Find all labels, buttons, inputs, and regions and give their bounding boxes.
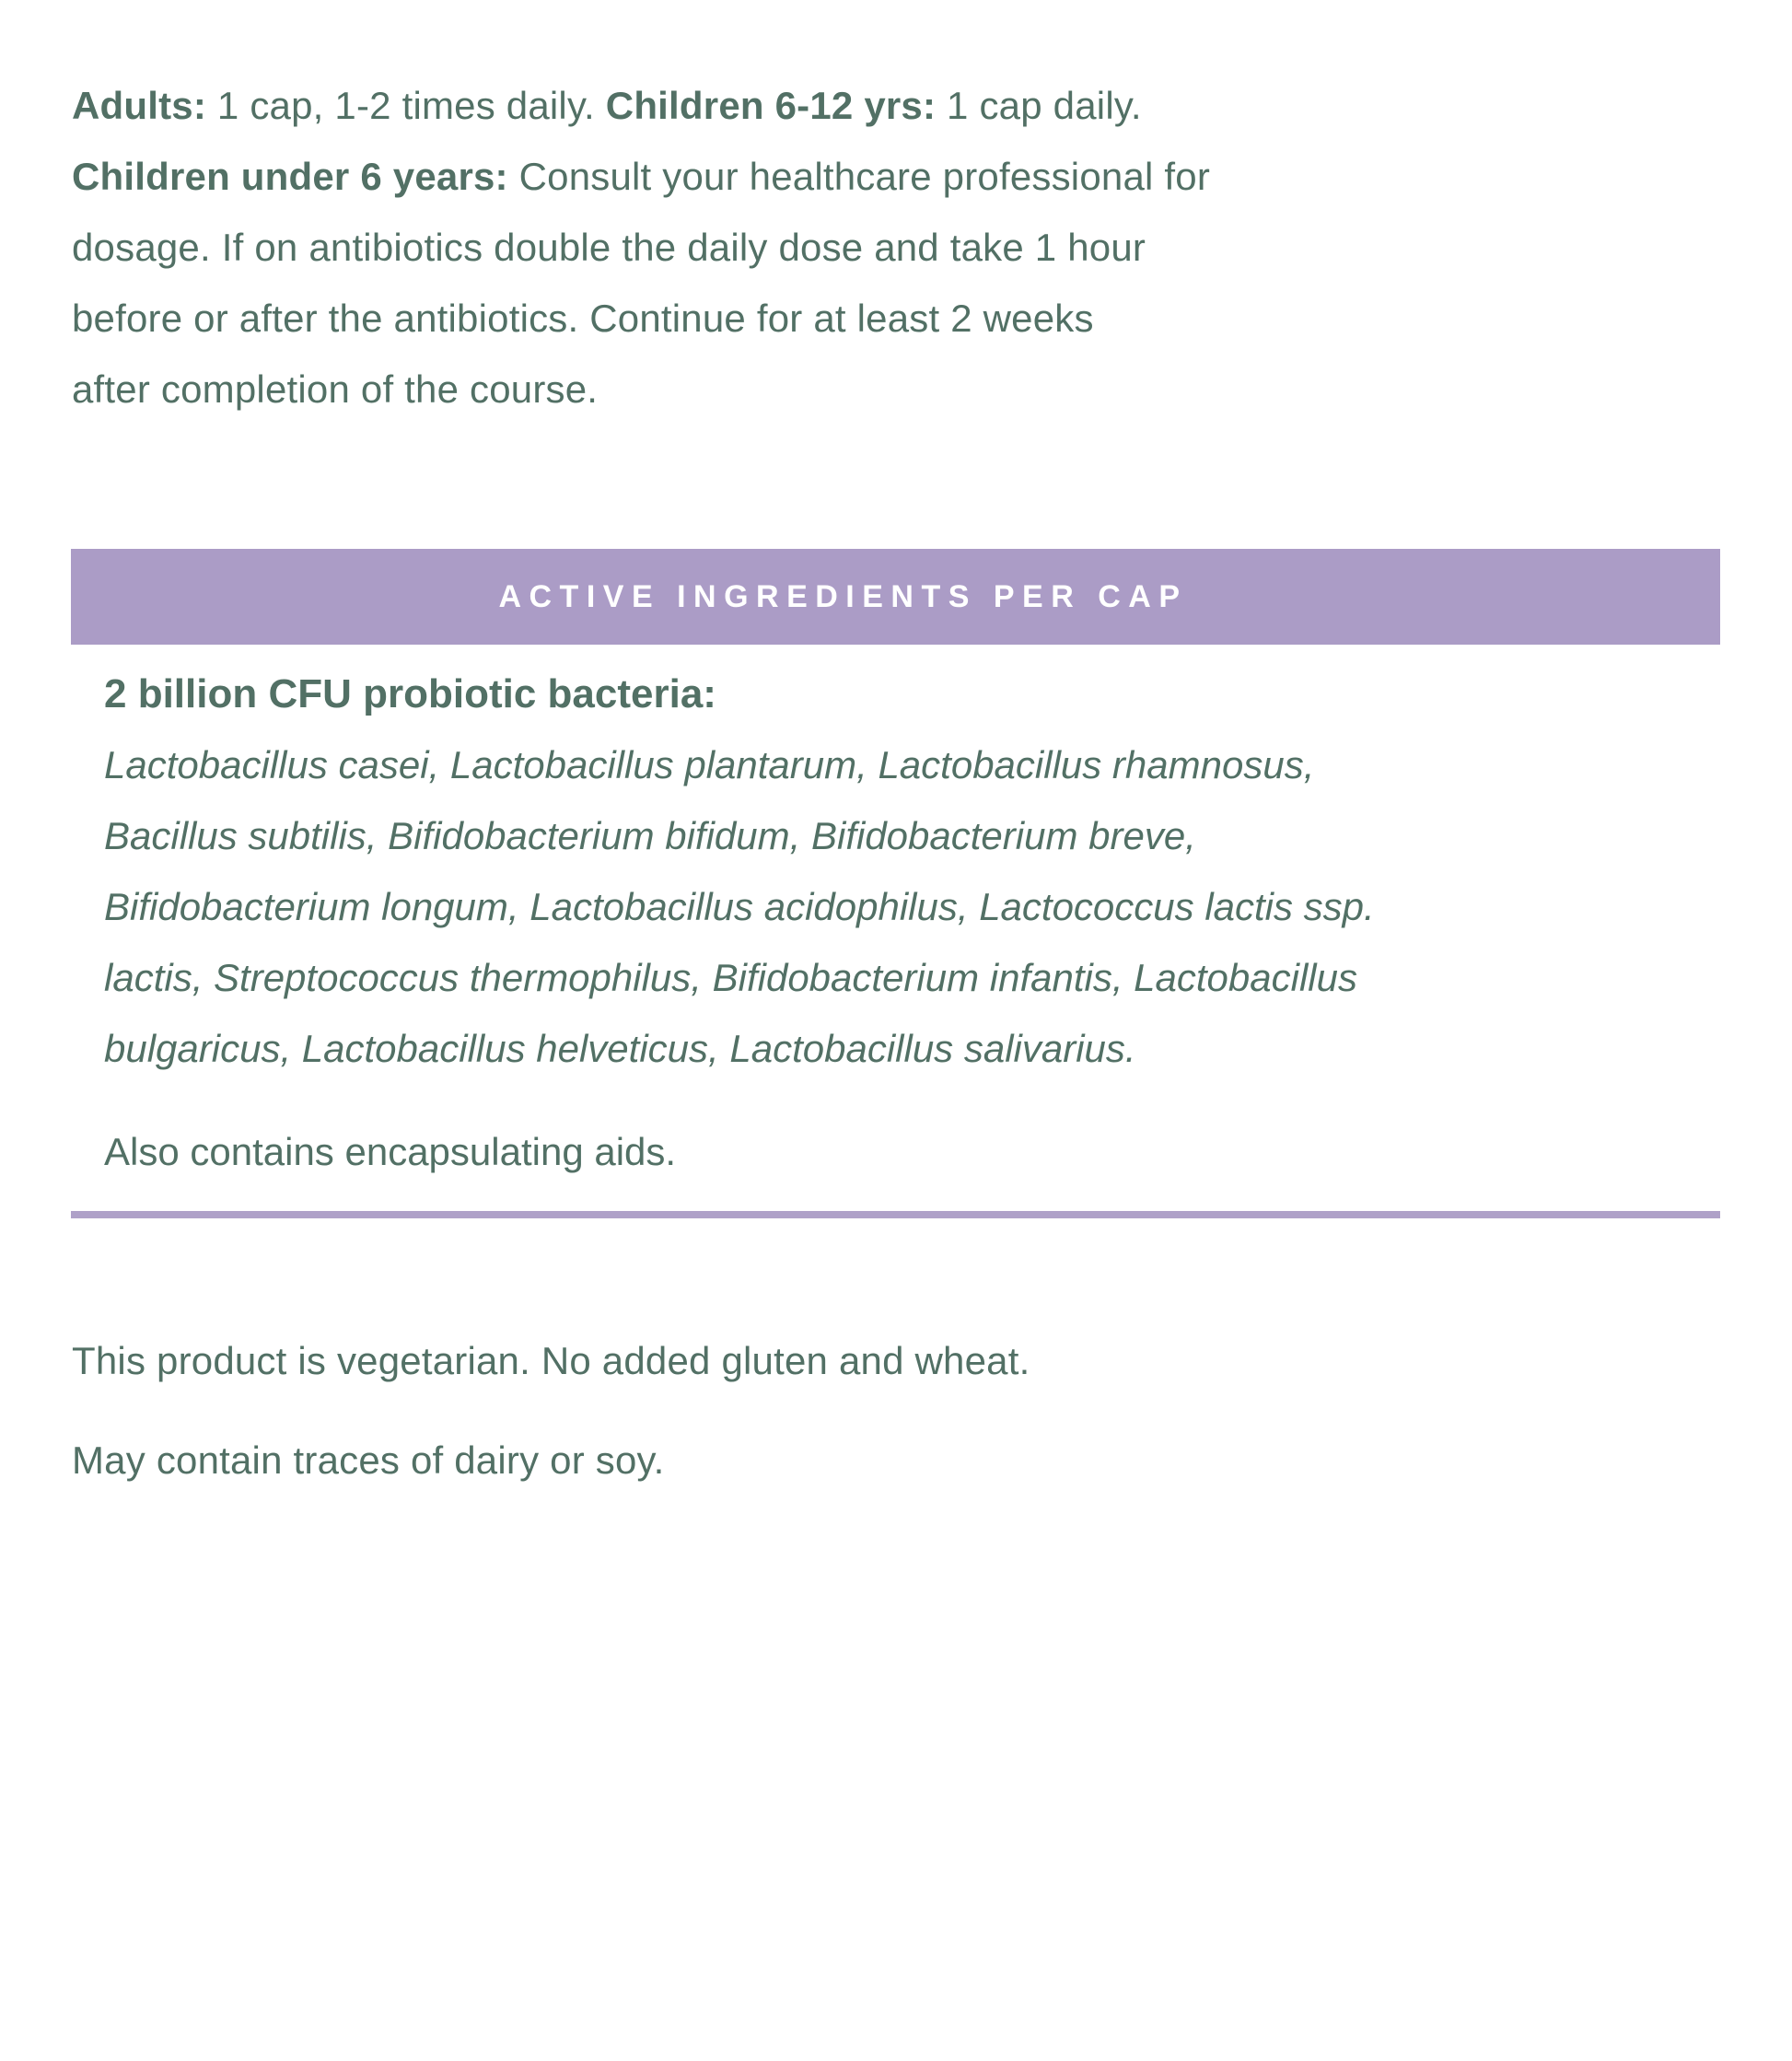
probiotic-count-heading: 2 billion CFU probiotic bacteria: bbox=[104, 671, 716, 716]
text-segment: Consult your healthcare professional for bbox=[507, 155, 1211, 198]
bold-text-segment: Children 6-12 yrs: bbox=[605, 84, 937, 127]
active-ingredients-banner-title: ACTIVE INGREDIENTS PER CAP bbox=[498, 578, 1188, 614]
bold-text-segment: Children under 6 years: bbox=[72, 155, 508, 198]
dosage-line bbox=[72, 212, 1737, 283]
encapsulating-aids-note: Also contains encapsulating aids. bbox=[104, 1130, 677, 1173]
text-segment: before or after the antibiotics. Continue for at least 2 weeks bbox=[72, 297, 1094, 340]
dosage-line bbox=[72, 354, 1737, 425]
bold-text-segment: Adults: bbox=[72, 84, 207, 127]
probiotic-species-list bbox=[104, 729, 1718, 1084]
dosage-line bbox=[72, 283, 1737, 354]
section-divider-rule bbox=[71, 1211, 1720, 1218]
text-segment: dosage. If on antibiotics double the daily dose and take 1 hour bbox=[72, 226, 1146, 269]
species-line: Bifidobacterium longum, Lactobacillus acidophilus, Lactococcus lactis ssp. bbox=[104, 885, 1375, 928]
dosage-instructions bbox=[72, 0, 1737, 425]
text-segment: 1 cap daily. bbox=[936, 84, 1142, 127]
dosage-line bbox=[72, 70, 1737, 141]
dosage-line bbox=[72, 141, 1737, 212]
text-segment: 1 cap, 1-2 times daily. bbox=[206, 84, 606, 127]
dietary-notes bbox=[72, 1218, 1737, 1496]
active-ingredients-section bbox=[104, 658, 1718, 1187]
vegetarian-note: This product is vegetarian. No added gluten and wheat. bbox=[72, 1339, 1030, 1382]
species-line: bulgaricus, Lactobacillus helveticus, Lactobacillus salivarius. bbox=[104, 1027, 1136, 1070]
text-segment: after completion of the course. bbox=[72, 367, 599, 411]
species-line: Bacillus subtilis, Bifidobacterium bifidum, Bifidobacterium breve, bbox=[104, 814, 1196, 857]
species-line: lactis, Streptococcus thermophilus, Bifidobacterium infantis, Lactobacillus bbox=[104, 956, 1357, 999]
allergen-note: May contain traces of dairy or soy. bbox=[72, 1438, 665, 1482]
species-line: Lactobacillus casei, Lactobacillus plantarum, Lactobacillus rhamnosus, bbox=[104, 743, 1315, 786]
active-ingredients-banner bbox=[71, 549, 1720, 645]
